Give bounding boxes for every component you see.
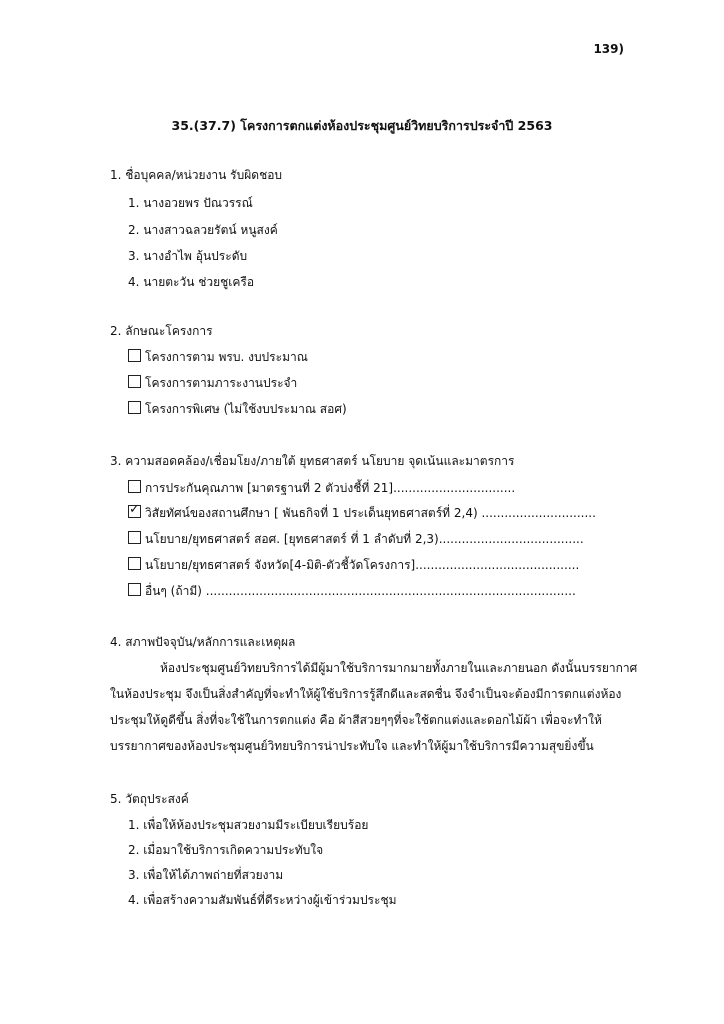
objective-3: 3. เพื่อให้ได้ภาพถ่ายที่สวยงาม <box>128 868 284 882</box>
responsible-person-2: 2. นางสาวฉลวยรัตน์ หนูสงค์ <box>128 223 278 237</box>
rationale-line-2: ในห้องประชุม จึงเป็นสิ่งสำคัญที่จะทำให้ผู้ใช้บริการรู้สึกดีและสดชื่น จึงจำเป็นจะต้องมีการตกแต่งห้อง <box>110 687 622 701</box>
project-type-option-3[interactable] <box>128 400 347 419</box>
alignment-label-1: การประกันคุณภาพ [มาตรฐานที่ 2 ตัวบ่งชี้ที่ 21]................................ <box>145 481 516 495</box>
rationale-line-1: ห้องประชุมศูนย์วิทยบริการได้มีผู้มาใช้บริการมากมายทั้งภายในและภายนอก ดังนั้นบรรยากาศ <box>160 661 638 675</box>
alignment-label-4: นโยบาย/ยุทธศาสตร์ จังหวัด[4-มิติ-ตัวชี้วัดโครงการ]........................................... <box>145 558 580 572</box>
page-number: 139) <box>593 42 624 56</box>
rationale-line-3: ประชุมให้ดูดีขึ้น สิ่งที่จะใช้ในการตกแต่ง คือ ผ้าสีสวยๆๆที่จะใช้ตกแต่งและดอกไม้ผ้า เพื่อจะทำให้ <box>110 713 602 727</box>
alignment-option-1[interactable] <box>128 479 515 498</box>
checked-checkbox-icon[interactable] <box>128 505 141 518</box>
section-1-heading: 1. ชื่อบุคคล/หน่วยงาน รับผิดชอบ <box>110 168 283 182</box>
alignment-option-5[interactable] <box>128 582 576 601</box>
section-4-heading: 4. สภาพปัจจุบัน/หลักการและเหตุผล <box>110 635 296 649</box>
project-type-label-3: โครงการพิเศษ (ไม่ใช้งบประมาณ สอศ) <box>145 402 347 416</box>
checkbox-icon[interactable] <box>128 480 141 493</box>
checkbox-icon[interactable] <box>128 557 141 570</box>
section-2-heading: 2. ลักษณะโครงการ <box>110 324 213 338</box>
objective-4: 4. เพื่อสร้างความสัมพันธ์ที่ดีระหว่างผู้เข้าร่วมประชุม <box>128 893 397 907</box>
objective-1: 1. เพื่อให้ห้องประชุมสวยงามมีระเบียบเรียบร้อย <box>128 818 369 832</box>
responsible-person-1: 1. นางอวยพร ปัณวรรณ์ <box>128 196 253 210</box>
project-type-label-2: โครงการตามภาระงานประจำ <box>145 376 298 390</box>
alignment-option-2[interactable] <box>128 504 596 523</box>
project-type-option-2[interactable] <box>128 374 297 393</box>
section-3-heading: 3. ความสอดคล้อง/เชื่อมโยง/ภายใต้ ยุทธศาสตร์ นโยบาย จุดเน้นและมาตรการ <box>110 454 515 468</box>
document-title: 35.(37.7) โครงการตกแต่งห้องประชุมศูนย์วิทยบริการประจำปี 2563 <box>171 118 553 133</box>
project-type-option-1[interactable] <box>128 348 308 367</box>
section-5-heading: 5. วัตถุประสงค์ <box>110 792 189 806</box>
rationale-line-4: บรรยากาศของห้องประชุมศูนย์วิทยบริการน่าประทับใจ และทำให้ผู้มาใช้บริการมีความสุขยิ่งขึ้น <box>110 739 594 753</box>
objective-2: 2. เมื่อมาใช้บริการเกิดความประทับใจ <box>128 843 324 857</box>
checkbox-icon[interactable] <box>128 401 141 414</box>
checkbox-icon[interactable] <box>128 583 141 596</box>
checkbox-icon[interactable] <box>128 349 141 362</box>
alignment-option-3[interactable] <box>128 530 584 549</box>
alignment-option-4[interactable] <box>128 556 579 575</box>
checkbox-icon[interactable] <box>128 531 141 544</box>
checkbox-icon[interactable] <box>128 375 141 388</box>
responsible-person-4: 4. นายตะวัน ช่วยชูเครือ <box>128 275 255 289</box>
responsible-person-3: 3. นางอำไพ อุ้นประดับ <box>128 249 248 263</box>
alignment-label-5: อื่นๆ (ถ้ามี) ................................................................................................. <box>145 584 576 598</box>
alignment-label-2: วิสัยทัศน์ของสถานศึกษา [ พันธกิจที่ 1 ประเด็นยุทธศาสตร์ที่ 2,4) .............................. <box>145 506 596 520</box>
project-type-label-1: โครงการตาม พรบ. งบประมาณ <box>145 350 308 364</box>
alignment-label-3: นโยบาย/ยุทธศาสตร์ สอศ. [ยุทธศาสตร์ ที่ 1 ลำดับที่ 2,3)...................................... <box>145 532 584 546</box>
